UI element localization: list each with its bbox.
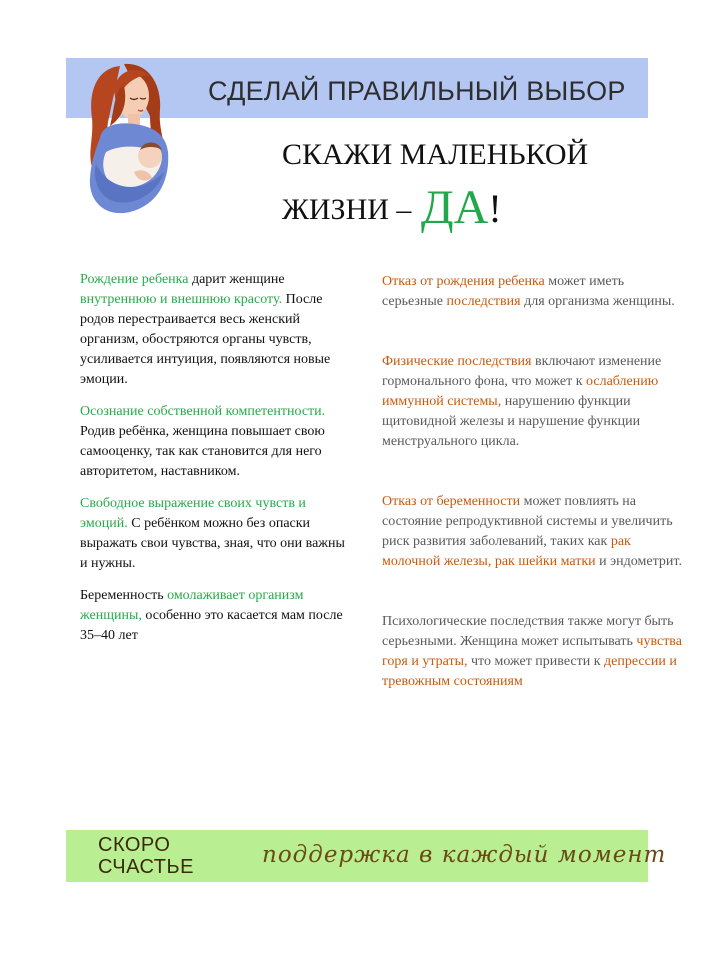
right-column bbox=[382, 272, 682, 692]
text: включают изменение гормонального фона, что может к bbox=[382, 354, 662, 389]
highlight: Осознание собственной компетентности. bbox=[80, 404, 326, 419]
text: С ребёнком можно без опаски выражать свои чувства, зная, что они важны и нужны. bbox=[80, 516, 345, 571]
text: может иметь серьезные bbox=[382, 274, 625, 309]
text: для организма женщины. bbox=[520, 294, 675, 309]
highlight: Физические последствия bbox=[382, 354, 532, 369]
text: После родов перестраивается весь женский организм, обостряются органы чувств, усиливается интуиция, появляются новые эмоции. bbox=[80, 292, 331, 387]
slogan-line-1: СКАЖИ МАЛЕНЬКОЙ bbox=[282, 138, 589, 171]
highlight: рак молочной железы, рак шейки матки bbox=[382, 534, 631, 569]
highlight: чувства горя и утраты, bbox=[382, 634, 682, 669]
highlight: депрессии и тревожным состояниям bbox=[382, 654, 677, 689]
right-paragraph-1 bbox=[382, 272, 682, 312]
text: может повлиять на состояние репродуктивной системы и увеличить риск развития заболеваний, таких как bbox=[382, 494, 673, 549]
left-paragraph-1 bbox=[80, 270, 348, 390]
highlight: Отказ от беременности bbox=[382, 494, 521, 509]
slogan-exclamation: ! bbox=[488, 186, 502, 231]
left-column bbox=[80, 270, 348, 646]
text: что может привести к bbox=[467, 654, 605, 669]
text: особенно это касается мам после 35–40 лет bbox=[80, 608, 343, 643]
highlight: Рождение ребенка bbox=[80, 272, 189, 287]
text: дарит женщине bbox=[188, 272, 285, 287]
text: Психологические последствия также могут быть серьезными. Женщина может испытывать bbox=[382, 614, 674, 649]
left-paragraph-2 bbox=[80, 402, 348, 482]
highlight: ослаблению иммунной системы, bbox=[382, 374, 659, 409]
right-paragraph-4 bbox=[382, 612, 682, 692]
footer-brand-line-1: СКОРО bbox=[98, 834, 171, 856]
highlight: Отказ от рождения ребенка bbox=[382, 274, 545, 289]
highlight: Свободное выражение своих чувств и эмоций. bbox=[80, 496, 306, 531]
slogan-line-2 bbox=[282, 180, 502, 235]
mother-with-baby-illustration bbox=[80, 60, 180, 222]
left-paragraph-4 bbox=[80, 586, 348, 646]
footer-brand bbox=[98, 834, 194, 878]
highlight: последствия bbox=[446, 294, 521, 309]
text: нарушению функции щитовидной железы и нарушение функции менструального цикла. bbox=[382, 394, 641, 449]
text: Беременность bbox=[80, 588, 168, 603]
right-paragraph-2 bbox=[382, 352, 682, 452]
footer-brand-line-2: СЧАСТЬЕ bbox=[98, 856, 194, 878]
text: Родив ребёнка, женщина повышает свою самооценку, так как становится для него авторитетом, наставником. bbox=[80, 424, 325, 479]
left-paragraph-3 bbox=[80, 494, 348, 574]
slogan-line-2-text: ЖИЗНИ – bbox=[282, 193, 412, 226]
highlight: омолаживает организм женщины, bbox=[80, 588, 304, 623]
slogan-yes: ДА bbox=[420, 181, 489, 234]
highlight: внутреннюю и внешнюю красоту. bbox=[80, 292, 283, 307]
footer-tagline: поддержка в каждый момент bbox=[262, 842, 667, 868]
page-title: СДЕЛАЙ ПРАВИЛЬНЫЙ ВЫБОР bbox=[208, 76, 626, 106]
right-paragraph-3 bbox=[382, 492, 682, 572]
text: и эндометрит. bbox=[595, 554, 682, 569]
